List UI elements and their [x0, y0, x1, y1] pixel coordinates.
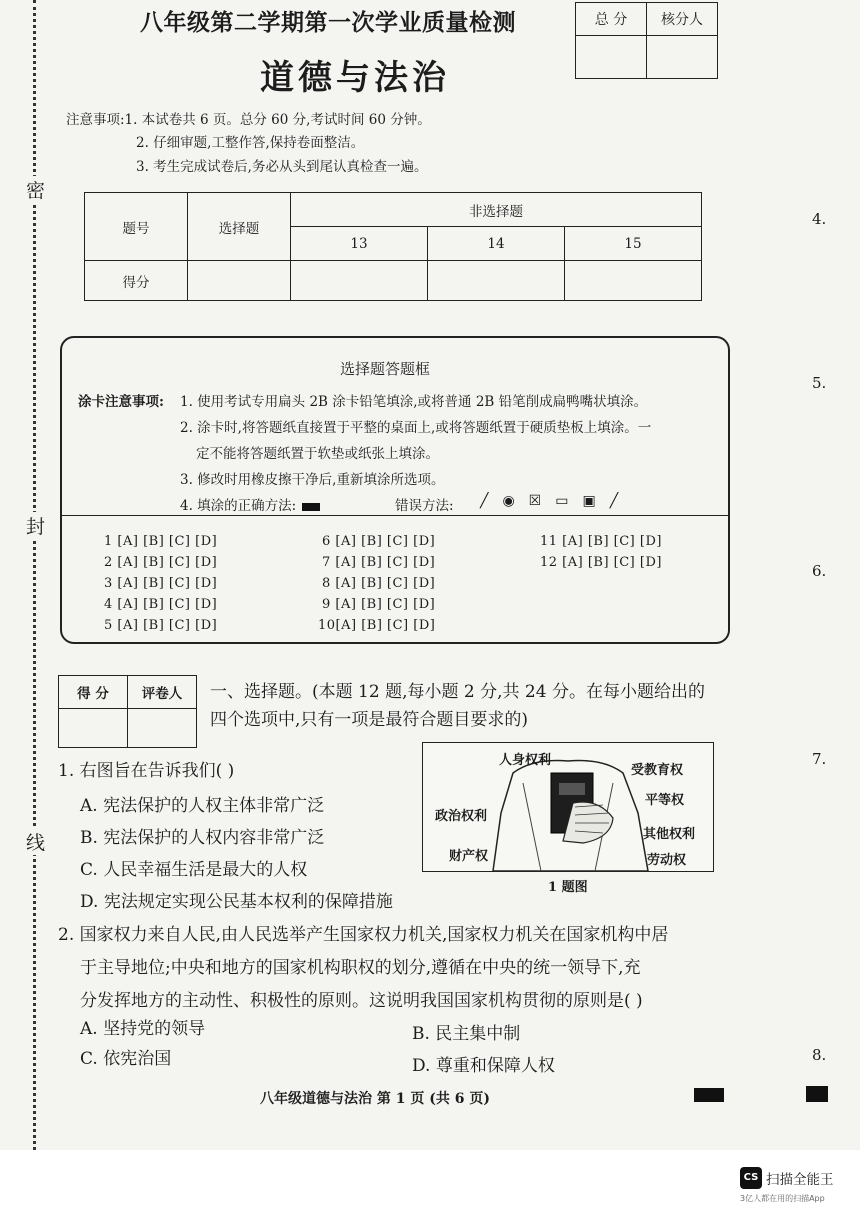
- note-2a: 2. 涂卡时,将答题纸直接置于平整的桌面上,或将答题纸置于硬质垫板上填涂。一: [180, 420, 652, 436]
- answer-row-2[interactable]: 2 [A] [B] [C] [D]: [104, 555, 218, 570]
- answer-row-3[interactable]: 3 [A] [B] [C] [D]: [104, 576, 218, 591]
- wrong-method-label: 错误方法:: [395, 498, 454, 514]
- q1-option-b[interactable]: B. 宪法保护的人权内容非常广泛: [80, 828, 325, 848]
- figure-label-education: 受教育权: [631, 763, 684, 778]
- scanner-tagline: 3亿人都在用的扫描App: [740, 1194, 825, 1203]
- header-col-13: 13: [291, 227, 428, 261]
- note-3: 3. 修改时用橡皮擦干净后,重新填涂所选项。: [180, 472, 445, 488]
- cross-mark-icon: ☒: [528, 493, 542, 509]
- alignment-mark: [806, 1086, 828, 1102]
- total-score-label: 总 分: [576, 3, 647, 36]
- subject-title: 道德与法治: [260, 58, 450, 98]
- next-page-number: 4.: [812, 210, 827, 228]
- figure-label-political: 政治权利: [435, 809, 488, 824]
- answer-box-divider: [62, 515, 728, 516]
- q2-option-c[interactable]: C. 依宪治国: [80, 1049, 172, 1069]
- answer-row-5[interactable]: 5 [A] [B] [C] [D]: [104, 618, 218, 633]
- score-cell-14[interactable]: [428, 261, 565, 301]
- camscanner-logo-icon: CS: [740, 1167, 762, 1189]
- q2-line-1: 2. 国家权力来自人民,由人民选举产生国家权力机关,国家权力机关在国家机构中居: [58, 925, 669, 945]
- notice-line-3: 3. 考生完成试卷后,务必从头到尾认真检查一遍。: [136, 159, 428, 175]
- scanner-app-name: 扫描全能王: [766, 1172, 834, 1188]
- notice-line-1: 注意事项:1. 本试卷共 6 页。总分 60 分,考试时间 60 分钟。: [66, 112, 431, 128]
- answer-row-6[interactable]: 6 [A] [B] [C] [D]: [322, 534, 436, 549]
- wrong-fill-examples: [480, 490, 632, 509]
- figure-label-personal-rights: 人身权利: [499, 753, 552, 768]
- header-col-15: 15: [565, 227, 702, 261]
- grader-score-label: 得 分: [59, 676, 128, 709]
- notice-line-2: 2. 仔细审题,工整作答,保持卷面整洁。: [136, 135, 365, 151]
- grader-table: [58, 675, 197, 748]
- notes-label: 涂卡注意事项:: [78, 394, 164, 410]
- correct-fill-example: [302, 503, 320, 511]
- figure-label-labor: 劳动权: [647, 853, 687, 868]
- q1-option-c[interactable]: C. 人民幸福生活是最大的人权: [80, 860, 308, 880]
- q2-option-b[interactable]: B. 民主集中制: [412, 1024, 521, 1044]
- answer-row-1[interactable]: 1 [A] [B] [C] [D]: [104, 534, 218, 549]
- slash-mark-icon: ╱: [480, 493, 489, 509]
- header-non-choice: 非选择题: [291, 193, 702, 227]
- page-footer: 八年级道德与法治 第 1 页 (共 6 页): [260, 1091, 490, 1107]
- answer-row-11[interactable]: 11 [A] [B] [C] [D]: [540, 534, 662, 549]
- margin-char-xian: 线: [26, 828, 45, 855]
- score-row-label: 得分: [85, 261, 188, 301]
- alignment-mark: [694, 1088, 724, 1102]
- checker-label: 核分人: [647, 3, 718, 36]
- q1-stem: 1. 右图旨在告诉我们( ): [58, 761, 235, 781]
- margin-char-mi: 密: [26, 176, 45, 203]
- diagonal-mark-icon: ╱: [609, 493, 619, 509]
- exam-title: 八年级第二学期第一次学业质量检测: [140, 9, 516, 36]
- margin-char-feng: 封: [26, 512, 45, 539]
- section-1-title-line-1: 一、选择题。(本题 12 题,每小题 2 分,共 24 分。在每小题给出的: [210, 682, 705, 702]
- q2-option-d[interactable]: D. 尊重和保障人权: [412, 1056, 555, 1076]
- answer-sheet-box: [60, 336, 730, 644]
- section-1-title: [210, 678, 730, 734]
- total-score-cell[interactable]: [576, 36, 647, 79]
- header-col-14: 14: [428, 227, 565, 261]
- grader-reviewer-label: 评卷人: [128, 676, 197, 709]
- note-4: [180, 494, 320, 514]
- grader-reviewer-cell[interactable]: [128, 709, 197, 748]
- figure-label-equality: 平等权: [645, 793, 685, 808]
- dot-mark-icon: ◉: [502, 493, 515, 509]
- q1-figure-caption: 1 题图: [548, 880, 588, 895]
- next-page-number: 7.: [812, 750, 827, 768]
- grader-score-cell[interactable]: [59, 709, 128, 748]
- next-page-number: 8.: [812, 1046, 827, 1064]
- header-choice: 选择题: [188, 193, 291, 261]
- answer-row-12[interactable]: 12 [A] [B] [C] [D]: [540, 555, 662, 570]
- note-1: 1. 使用考试专用扁头 2B 涂卡铅笔填涂,或将普通 2B 铅笔削成扁鸭嘴状填涂。: [180, 394, 648, 410]
- bar-mark-icon: ▭: [555, 493, 569, 509]
- binding-dotted-line: [33, 0, 36, 1150]
- score-cell-15[interactable]: [565, 261, 702, 301]
- answer-row-7[interactable]: 7 [A] [B] [C] [D]: [322, 555, 436, 570]
- next-page-number: 5.: [812, 374, 827, 392]
- note-4-text: 4. 填涂的正确方法:: [180, 498, 297, 514]
- answer-row-8[interactable]: 8 [A] [B] [C] [D]: [322, 576, 436, 591]
- answer-row-9[interactable]: 9 [A] [B] [C] [D]: [322, 597, 436, 612]
- score-table: [84, 192, 702, 301]
- note-2b: 定不能将答题纸置于软垫或纸张上填涂。: [196, 446, 439, 462]
- score-cell-13[interactable]: [291, 261, 428, 301]
- bracket-mark-icon: ▣: [582, 493, 596, 509]
- score-cell-choice[interactable]: [188, 261, 291, 301]
- checker-cell[interactable]: [647, 36, 718, 79]
- answer-box-title: 选择题答题框: [340, 360, 431, 378]
- answer-row-4[interactable]: 4 [A] [B] [C] [D]: [104, 597, 218, 612]
- header-question-no: 题号: [85, 193, 188, 261]
- figure-label-property: 财产权: [449, 849, 489, 864]
- answer-row-10[interactable]: 10[A] [B] [C] [D]: [318, 618, 436, 633]
- q1-option-a[interactable]: A. 宪法保护的人权主体非常广泛: [80, 796, 325, 816]
- q2-option-a[interactable]: A. 坚持党的领导: [80, 1019, 206, 1039]
- next-page-number: 6.: [812, 562, 827, 580]
- total-score-table: [575, 2, 718, 79]
- section-1-title-line-2: 四个选项中,只有一项是最符合题目要求的): [210, 710, 529, 730]
- q1-option-d[interactable]: D. 宪法规定实现公民基本权利的保障措施: [80, 892, 393, 912]
- q2-line-3: 分发挥地方的主动性、积极性的原则。这说明我国国家机构贯彻的原则是( ): [80, 991, 643, 1011]
- q1-figure: [422, 742, 714, 872]
- q2-line-2: 于主导地位;中央和地方的国家机构职权的划分,遵循在中央的统一领导下,充: [80, 958, 641, 978]
- figure-label-other: 其他权利: [643, 827, 696, 842]
